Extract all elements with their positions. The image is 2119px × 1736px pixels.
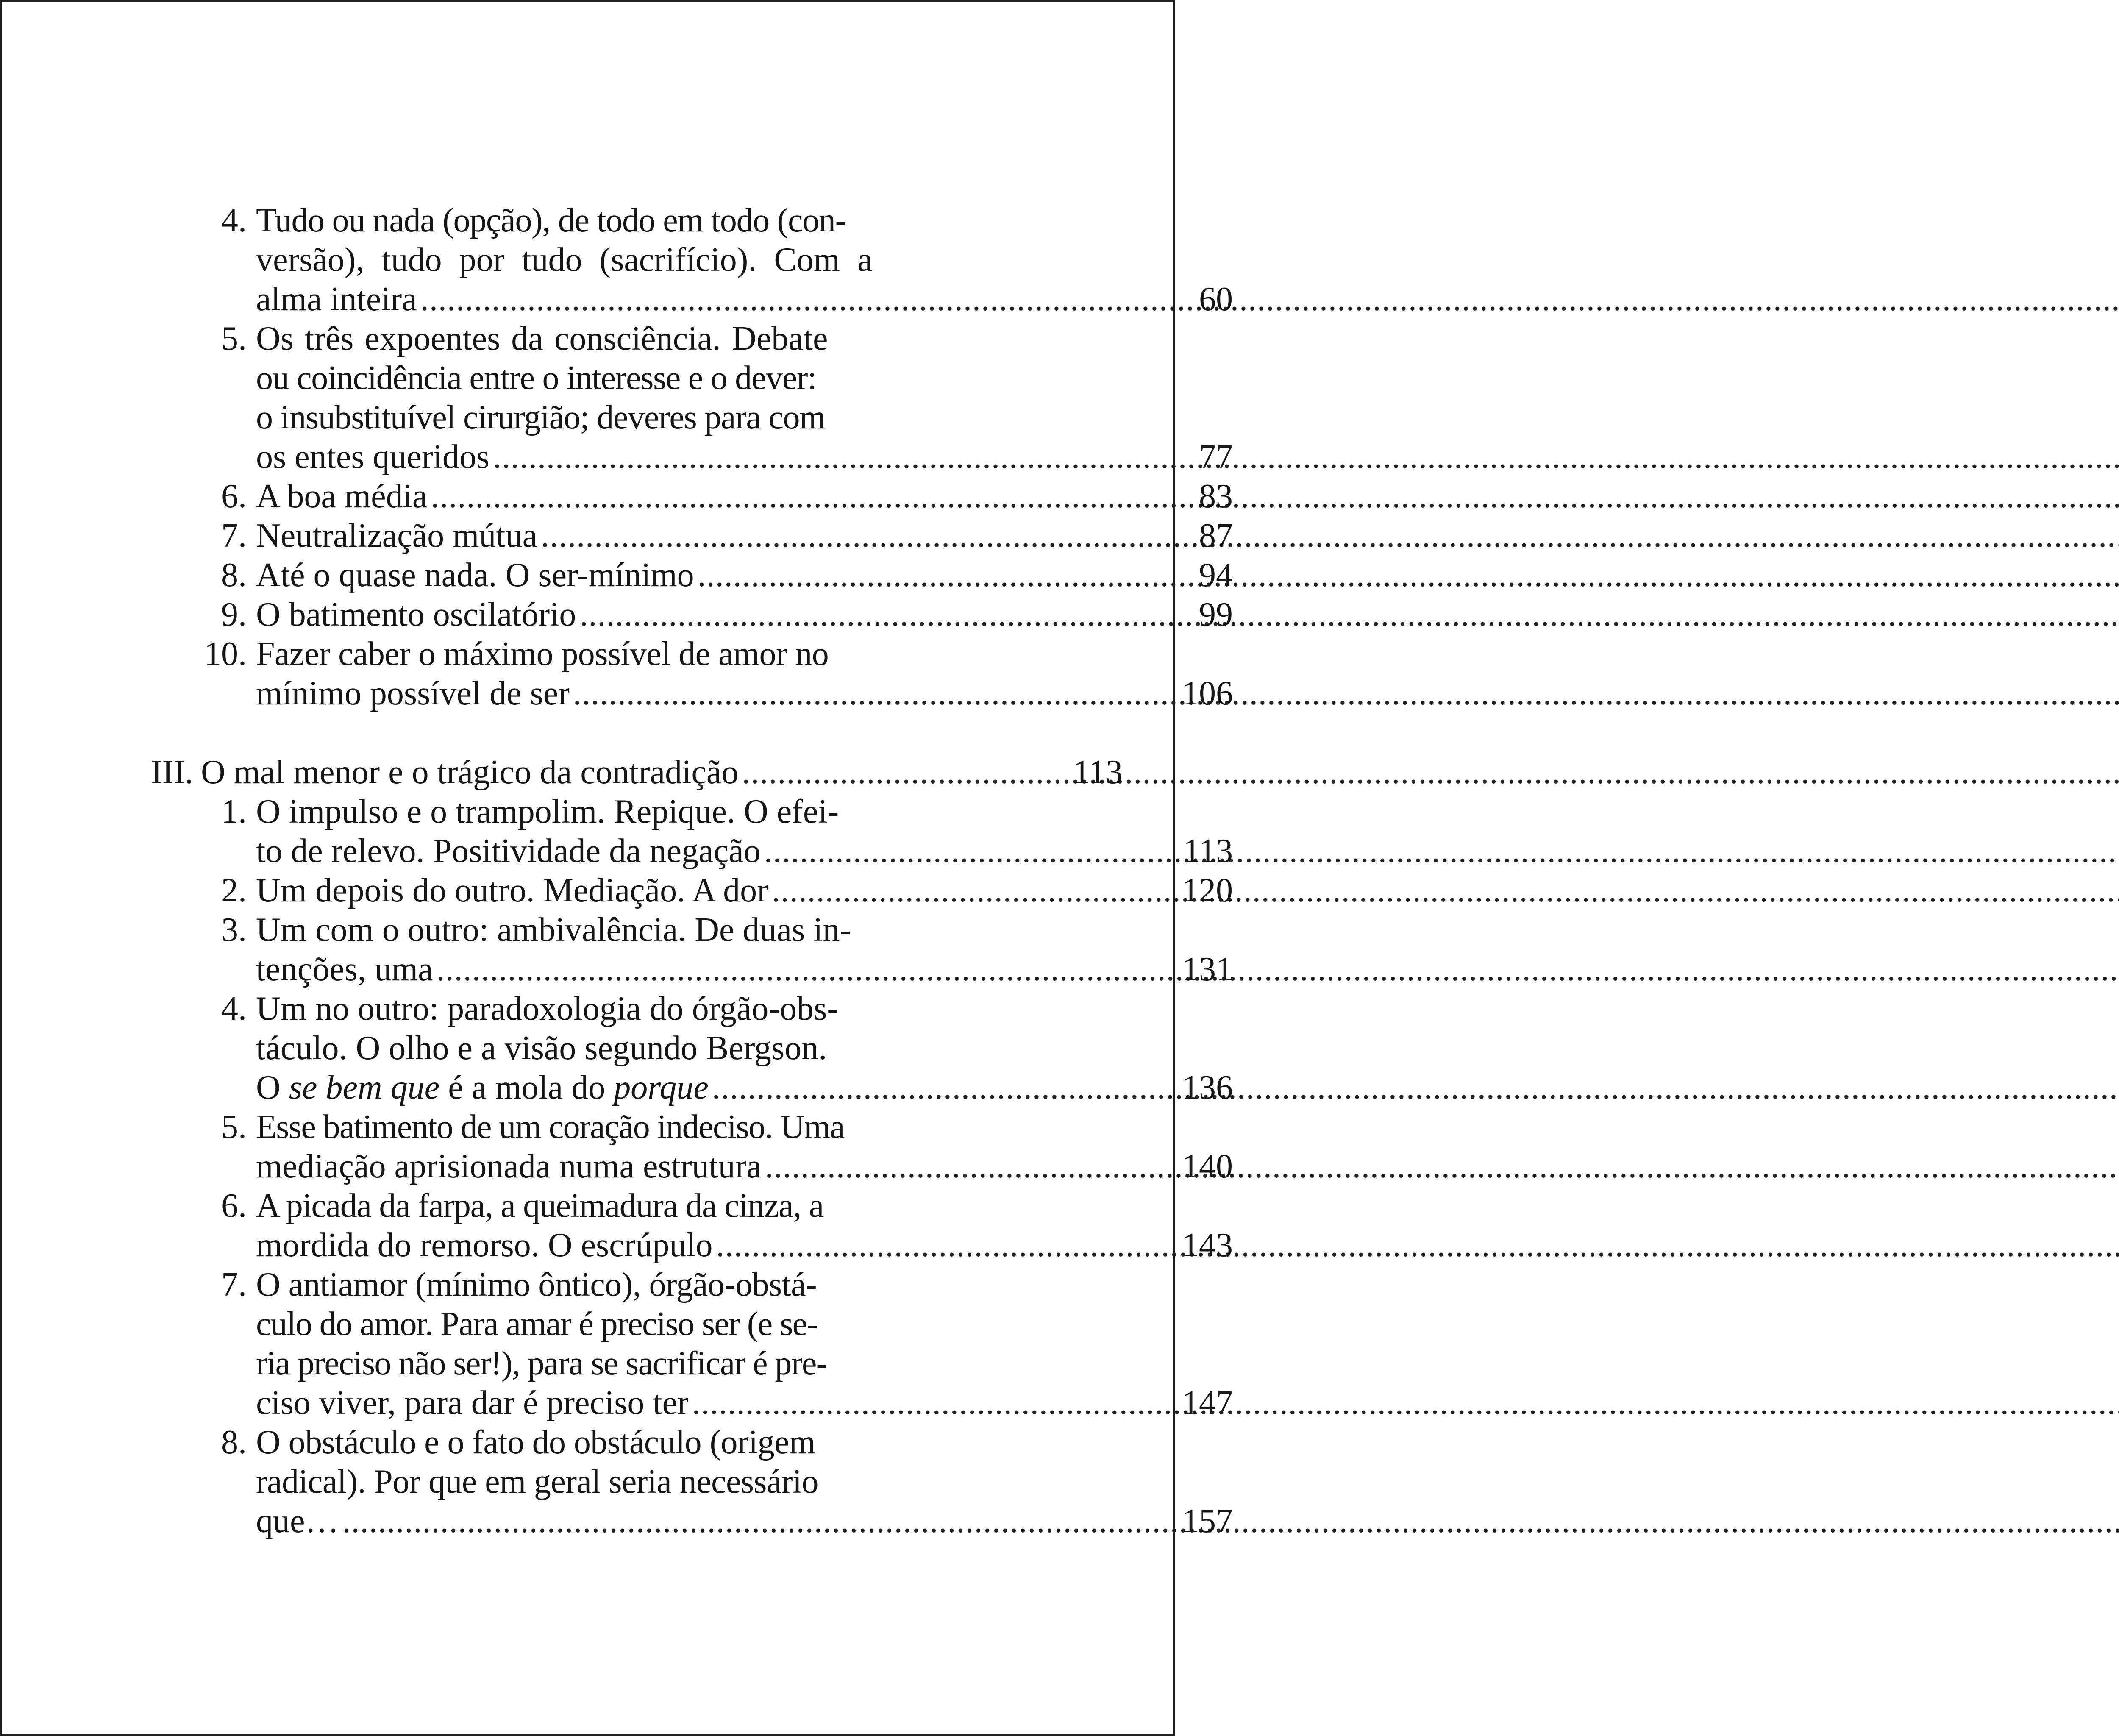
toc-entry-III-5-line-1 (221, 1107, 894, 1147)
toc-entry-5-line-3 (256, 398, 894, 437)
page-number: 99 (1199, 596, 1233, 633)
entry-number: 7. (221, 1266, 247, 1303)
entry-number: 1. (221, 793, 247, 830)
entry-text: o insubstituível cirurgião; deveres para com (256, 399, 826, 436)
toc-entry-10-line-2 (256, 674, 1233, 713)
dot-leader (573, 674, 2119, 713)
page-number: 120 (1182, 872, 1233, 909)
toc-entry-5-line-2 (256, 359, 894, 398)
page-number: 77 (1199, 438, 1233, 476)
entry-text: Esse batimento de um coração indeciso. Uma (256, 1108, 844, 1146)
entry-number: 5. (221, 1108, 247, 1146)
toc-entry-III-7-line-4 (256, 1383, 1233, 1423)
toc-entry-5-line-1 (221, 319, 894, 359)
page-number: 140 (1182, 1148, 1233, 1185)
toc-entry-III-8-line-3 (256, 1502, 1233, 1541)
toc-entry-III-6-line-2 (256, 1226, 1233, 1265)
page-number: 143 (1182, 1227, 1233, 1264)
entry-number: 9. (221, 596, 247, 633)
toc-entry-4-line-1 (221, 201, 894, 240)
page-number: 87 (1199, 517, 1233, 554)
dot-leader (712, 1068, 2119, 1107)
entry-text: culo do amor. Para amar é preciso ser (e se- (256, 1305, 818, 1343)
toc-entry-9 (221, 595, 1233, 634)
entry-text: ou coincidência entre o interesse e o dever: (256, 359, 817, 397)
toc-entry-III-3-line-1 (221, 910, 894, 950)
entry-text: Tudo ou nada (opção), de todo em todo (con- (256, 202, 846, 239)
entry-text: mínimo possível de ser (256, 675, 570, 712)
dot-leader (579, 595, 2119, 634)
entry-number: 2. (221, 872, 247, 909)
entry-text: A picada da farpa, a queimadura da cinza, a (256, 1187, 823, 1224)
entry-text: tenções, uma (256, 951, 433, 988)
entry-text: O batimento oscilatório (256, 596, 576, 633)
toc-entry-4-line-2 (256, 240, 894, 280)
chapter-number: III. (151, 754, 193, 791)
entry-number: 3. (221, 911, 247, 949)
dot-leader (541, 516, 2119, 556)
toc-entry-III-4-line-3 (256, 1068, 1233, 1107)
dot-leader (493, 437, 2119, 477)
italic-phrase: se bem que (289, 1069, 440, 1106)
page-number: 113 (1073, 754, 1123, 791)
entry-text: Neutralização mútua (256, 517, 538, 554)
entry-text: A boa média (256, 478, 428, 515)
page-number: 147 (1182, 1384, 1233, 1422)
toc-entry-5-line-4 (256, 437, 1233, 477)
page-number: 113 (1183, 832, 1233, 870)
entry-number: 6. (221, 1187, 247, 1224)
text-run: é a mola do (439, 1069, 614, 1106)
entry-text: Um com o outro: ambivalência. De duas in- (256, 911, 851, 949)
page-number: 94 (1199, 556, 1233, 594)
entry-text: táculo. O olho e a visão segundo Bergson. (256, 1029, 827, 1067)
dot-leader (716, 1226, 2119, 1265)
dot-leader (764, 832, 2119, 871)
entry-number: 6. (221, 478, 247, 515)
entry-text: to de relevo. Positividade da negação (256, 832, 761, 870)
toc-entry-10-line-1 (204, 634, 894, 674)
toc-entry-7 (221, 516, 1233, 556)
entry-number: 8. (221, 1424, 247, 1461)
entry-number: 4. (221, 990, 247, 1027)
entry-text: Um depois do outro. Mediação. A dor (256, 872, 768, 909)
page-number: 60 (1199, 281, 1233, 318)
entry-number: 10. (204, 635, 247, 673)
dot-leader (420, 280, 2119, 319)
toc-entry-6 (221, 477, 1233, 516)
toc-entry-III-4-line-1 (221, 989, 894, 1029)
entry-text: radical). Por que em geral seria necessário (256, 1463, 818, 1500)
entry-text: ria preciso não ser!), para se sacrificar é pre- (256, 1345, 827, 1382)
dot-leader (772, 871, 2119, 910)
page-number: 157 (1182, 1502, 1233, 1540)
toc-entry-III-2 (221, 871, 1233, 910)
entry-text: mordida do remorso. O escrúpulo (256, 1227, 713, 1264)
toc-entry-III-7-line-2 (256, 1305, 894, 1344)
dot-leader (431, 477, 2119, 516)
page-number: 83 (1199, 478, 1233, 515)
toc-entry-8 (221, 556, 1233, 595)
entry-text: alma inteira (256, 281, 417, 318)
entry-text: que… (256, 1502, 339, 1540)
entry-text: O obstáculo e o fato do obstáculo (origem (256, 1424, 815, 1461)
toc-entry-III-8-line-1 (221, 1423, 894, 1462)
entry-number: 8. (221, 556, 247, 594)
toc-chapter-III (151, 753, 1123, 792)
entry-text: Fazer caber o máximo possível de amor no (256, 635, 829, 673)
toc-entry-III-3-line-2 (256, 950, 1233, 989)
entry-text: os entes queridos (256, 438, 490, 476)
toc-entry-III-7-line-3 (256, 1344, 894, 1383)
entry-number: 7. (221, 517, 247, 554)
italic-phrase: porque (614, 1069, 709, 1106)
toc-entry-III-8-line-2 (256, 1462, 894, 1502)
entry-text: versão), tudo por tudo (sacrifício). Com a (256, 241, 873, 278)
entry-number: 5. (221, 320, 247, 357)
toc-entry-4-line-3 (256, 280, 1233, 319)
dot-leader (437, 950, 2119, 989)
dot-leader (698, 556, 2119, 595)
toc-entry-III-7-line-1 (221, 1265, 894, 1305)
dot-leader (742, 753, 2119, 792)
entry-text: mediação aprisionada numa estrutura (256, 1148, 762, 1185)
toc-entry-III-4-line-2 (256, 1029, 894, 1068)
entry-text: O antiamor (mínimo ôntico), órgão-obstá- (256, 1266, 817, 1303)
text-run: O (256, 1069, 289, 1106)
toc-entry-III-1-line-1 (221, 792, 894, 832)
toc-entry-III-1-line-2 (256, 832, 1233, 871)
entry-text: O impulso e o trampolim. Repique. O efei- (256, 793, 839, 830)
toc-entry-III-6-line-1 (221, 1186, 894, 1226)
entry-text (256, 1068, 709, 1107)
entry-text: Os três expoentes da consciência. Debate (256, 320, 828, 357)
entry-text: Um no outro: paradoxologia do órgão-obs- (256, 990, 838, 1027)
entry-text: Até o quase nada. O ser-mínimo (256, 556, 694, 594)
entry-number: 4. (221, 202, 247, 239)
chapter-title: O mal menor e o trágico da contradição (201, 754, 739, 791)
page-number: 131 (1182, 951, 1233, 988)
toc-entry-III-5-line-2 (256, 1147, 1233, 1186)
page-number: 106 (1182, 675, 1233, 712)
dot-leader (765, 1147, 2119, 1186)
entry-text: ciso viver, para dar é preciso ter (256, 1384, 689, 1422)
page-number: 136 (1182, 1069, 1233, 1106)
dot-leader (692, 1383, 2119, 1423)
